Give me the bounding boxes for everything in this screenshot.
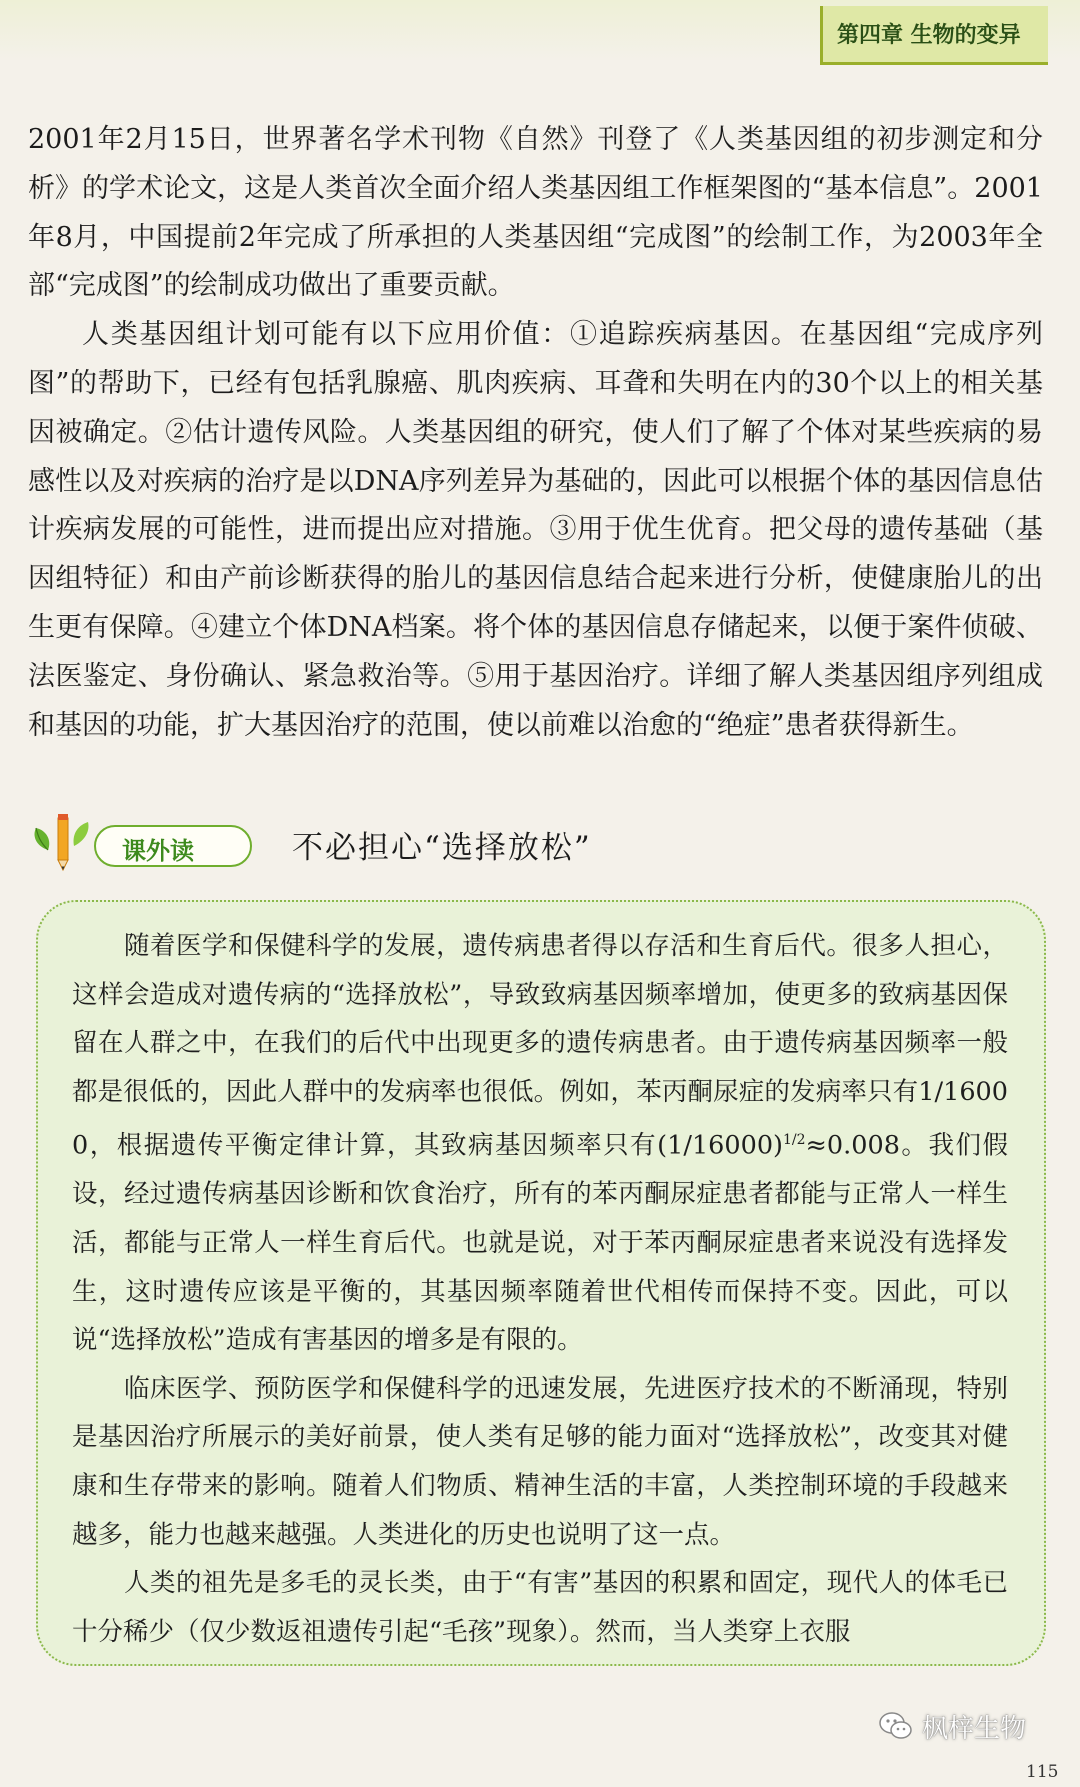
reading-paragraph-3: 人类的祖先是多毛的灵长类，由于“有害”基因的积累和固定，现代人的体毛已十分稀少（仅少数返祖遗传引起“毛孩”现象）。然而，当人类穿上衣服	[72, 1568, 1008, 1647]
page-number: 115	[1026, 1762, 1059, 1782]
watermark	[878, 1706, 1026, 1746]
reading-paragraph-1-text-b: ≈0.008。我们假设，经过遗传病基因诊断和饮食治疗，所有的苯丙酮尿症患者都能与正常人一样生活，都能与正常人一样生育后代。也就是说，对于苯丙酮尿症患者来说没有选择发生，这时遗传应该是平衡的，其基因频率随着世代相传而保持不变。因此，可以说“选择放松”造成有害基因的增多是有限的。	[72, 1130, 1008, 1356]
wechat-icon	[878, 1710, 914, 1742]
chapter-header	[820, 6, 1048, 62]
chapter-title: 第四章 生物的变异	[837, 23, 1021, 48]
header-rule	[820, 62, 1048, 65]
paragraph-intro: 2001年2月15日，世界著名学术刊物《自然》刊登了《人类基因组的初步测定和分析》的学术论文，这是人类首次全面介绍人类基因组工作框架图的“基本信息”。2001年8月，中国提前2年完成了所承担的人类基因组“完成图”的绘制工作，为2003年全部“完成图”的绘制成功做出了重要贡献。	[28, 124, 1043, 302]
paragraph-applications: 人类基因组计划可能有以下应用价值：①追踪疾病基因。在基因组“完成序列图”的帮助下，已经有包括乳腺癌、肌肉疾病、耳聋和失明在内的30个以上的相关基因被确定。②估计遗传风险。人类基因组的研究，使人们了解了个体对某些疾病的易感性以及对疾病的治疗是以DNA序列差异为基础的，因此可以根据个体的基因信息估计疾病发展的可能性，进而提出应对措施。③用于优生优育。把父母的遗传基础（基因组特征）和由产前诊断获得的胎儿的基因信息结合起来进行分析，使健康胎儿的出生更有保障。④建立个体DNA档案。将个体的基因信息存储起来，以便于案件侦破、法医鉴定、身份确认、紧急救治等。⑤用于基因治疗。详细了解人类基因组序列组成和基因的功能，扩大基因治疗的范围，使以前难以治愈的“绝症”患者获得新生。	[28, 319, 1043, 741]
reading-paragraph-1-text-a: 随着医学和保健科学的发展，遗传病患者得以存活和生育后代。很多人担心，这样会造成对遗传病的“选择放松”，导致致病基因频率增加，使更多的致病基因保留在人群之中，在我们的后代中出现更多的遗传病患者。由于遗传病基因频率一般都是很低的，因此人群中的发病率也很低。例如，苯丙酮尿症的发病率只有1/16000，根据遗传平衡定律计算，其致病基因频率只有(1/16000)	[72, 931, 1008, 1161]
pencil-leaf-icon	[28, 812, 108, 872]
reading-title: 不必担心“选择放松”	[292, 830, 592, 866]
reading-paragraph-1	[72, 922, 1008, 1365]
exponent: 1/2	[783, 1132, 806, 1149]
reading-box	[36, 900, 1046, 1666]
reading-paragraph-2: 临床医学、预防医学和保健科学的迅速发展，先进医疗技术的不断涌现，特别是基因治疗所展示的美好前景，使人类有足够的能力面对“选择放松”，改变其对健康和生存带来的影响。随着人们物质、精神生活的丰富，人类控制环境的手段越来越多，能力也越来越强。人类进化的历史也说明了这一点。	[72, 1373, 1008, 1550]
main-body	[28, 116, 1043, 750]
reading-body	[72, 922, 1008, 1656]
badge-pill	[94, 825, 252, 867]
watermark-text: 枫梓生物	[922, 1713, 1027, 1744]
extracurricular-badge	[28, 812, 228, 872]
badge-label: 课外读	[122, 837, 194, 865]
